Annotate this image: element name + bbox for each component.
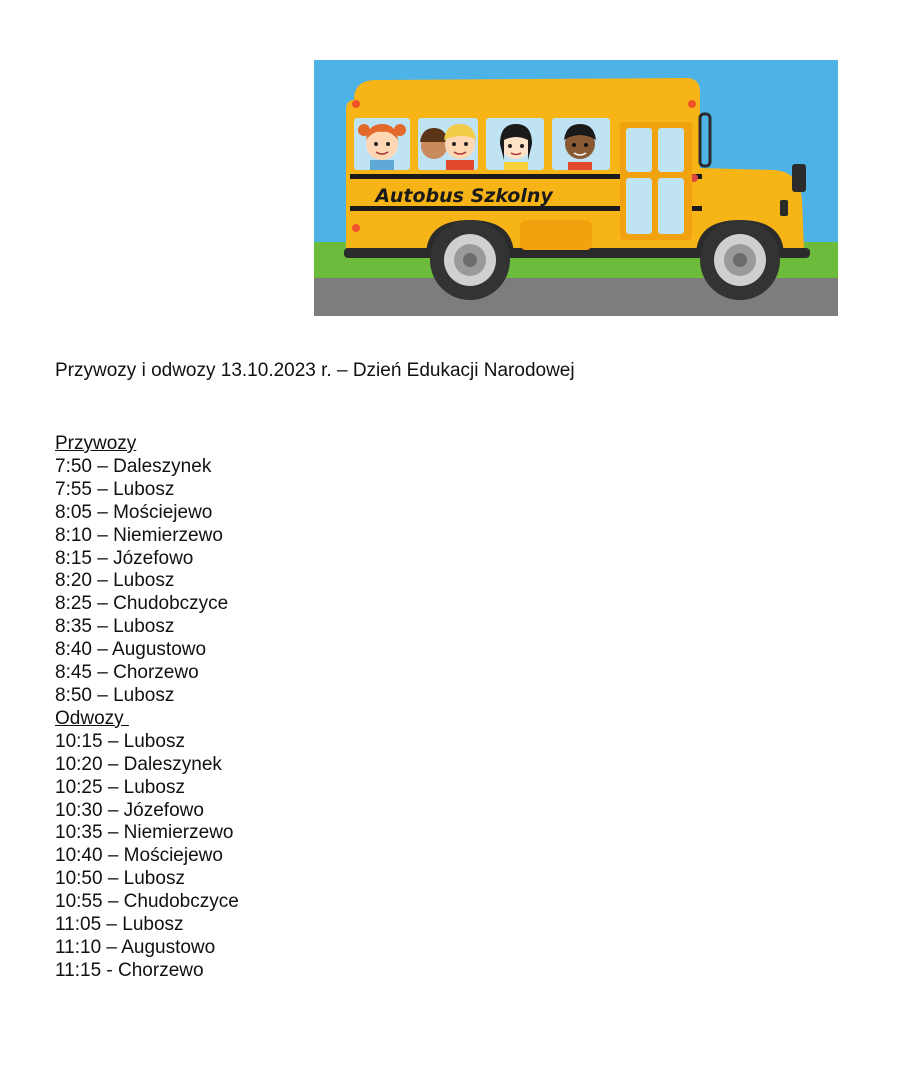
- schedule-entry: 8:40 – Augustowo: [55, 639, 207, 661]
- schedule: [55, 433, 239, 983]
- schedule-entry: 8:15 – Józefowo: [55, 547, 194, 569]
- child-4: [564, 124, 596, 170]
- schedule-entry: 8:50 – Lubosz: [55, 684, 175, 706]
- schedule-entry: 10:40 – Mościejewo: [55, 845, 223, 867]
- schedule-entry: 11:15 - Chorzewo: [55, 959, 204, 981]
- school-bus-illustration: [314, 60, 838, 316]
- schedule-entry: 8:05 – Mościejewo: [55, 501, 213, 523]
- schedule-entry: 11:05 – Lubosz: [55, 914, 184, 936]
- schedule-entry: 10:20 – Daleszynek: [55, 753, 222, 775]
- schedule-entry: 10:25 – Lubosz: [55, 776, 185, 798]
- schedule-entry: 10:55 – Chudobczyce: [55, 891, 239, 913]
- schedule-entry: 11:10 – Augustowo: [55, 936, 216, 958]
- dropoff-list: [55, 731, 239, 983]
- schedule-entry: 8:20 – Lubosz: [55, 570, 175, 592]
- schedule-entry: 8:25 – Chudobczyce: [55, 593, 229, 615]
- schedule-entry: 8:10 – Niemierzewo: [55, 524, 223, 546]
- schedule-entry: 10:30 – Józefowo: [55, 799, 204, 821]
- schedule-entry: 7:55 – Lubosz: [55, 478, 175, 500]
- bus-door: [620, 122, 692, 240]
- schedule-entry: 10:35 – Niemierzewo: [55, 822, 234, 844]
- schedule-entry: 7:50 – Daleszynek: [55, 455, 212, 477]
- schedule-entry: 10:15 – Lubosz: [55, 730, 185, 752]
- child-3: [500, 124, 532, 170]
- document-title: Przywozy i odwozy 13.10.2023 r. – Dzień Edukacji Narodowej: [55, 360, 575, 381]
- dropoff-heading: Odwozy: [55, 707, 129, 729]
- pickup-heading: Przywozy: [55, 433, 137, 454]
- bus-label: Autobus Szkolny: [375, 185, 553, 207]
- schedule-entry: 10:50 – Lubosz: [55, 868, 185, 890]
- pickup-list: [55, 456, 239, 708]
- schedule-entry: 8:45 – Chorzewo: [55, 662, 199, 684]
- schedule-entry: 8:35 – Lubosz: [55, 616, 175, 638]
